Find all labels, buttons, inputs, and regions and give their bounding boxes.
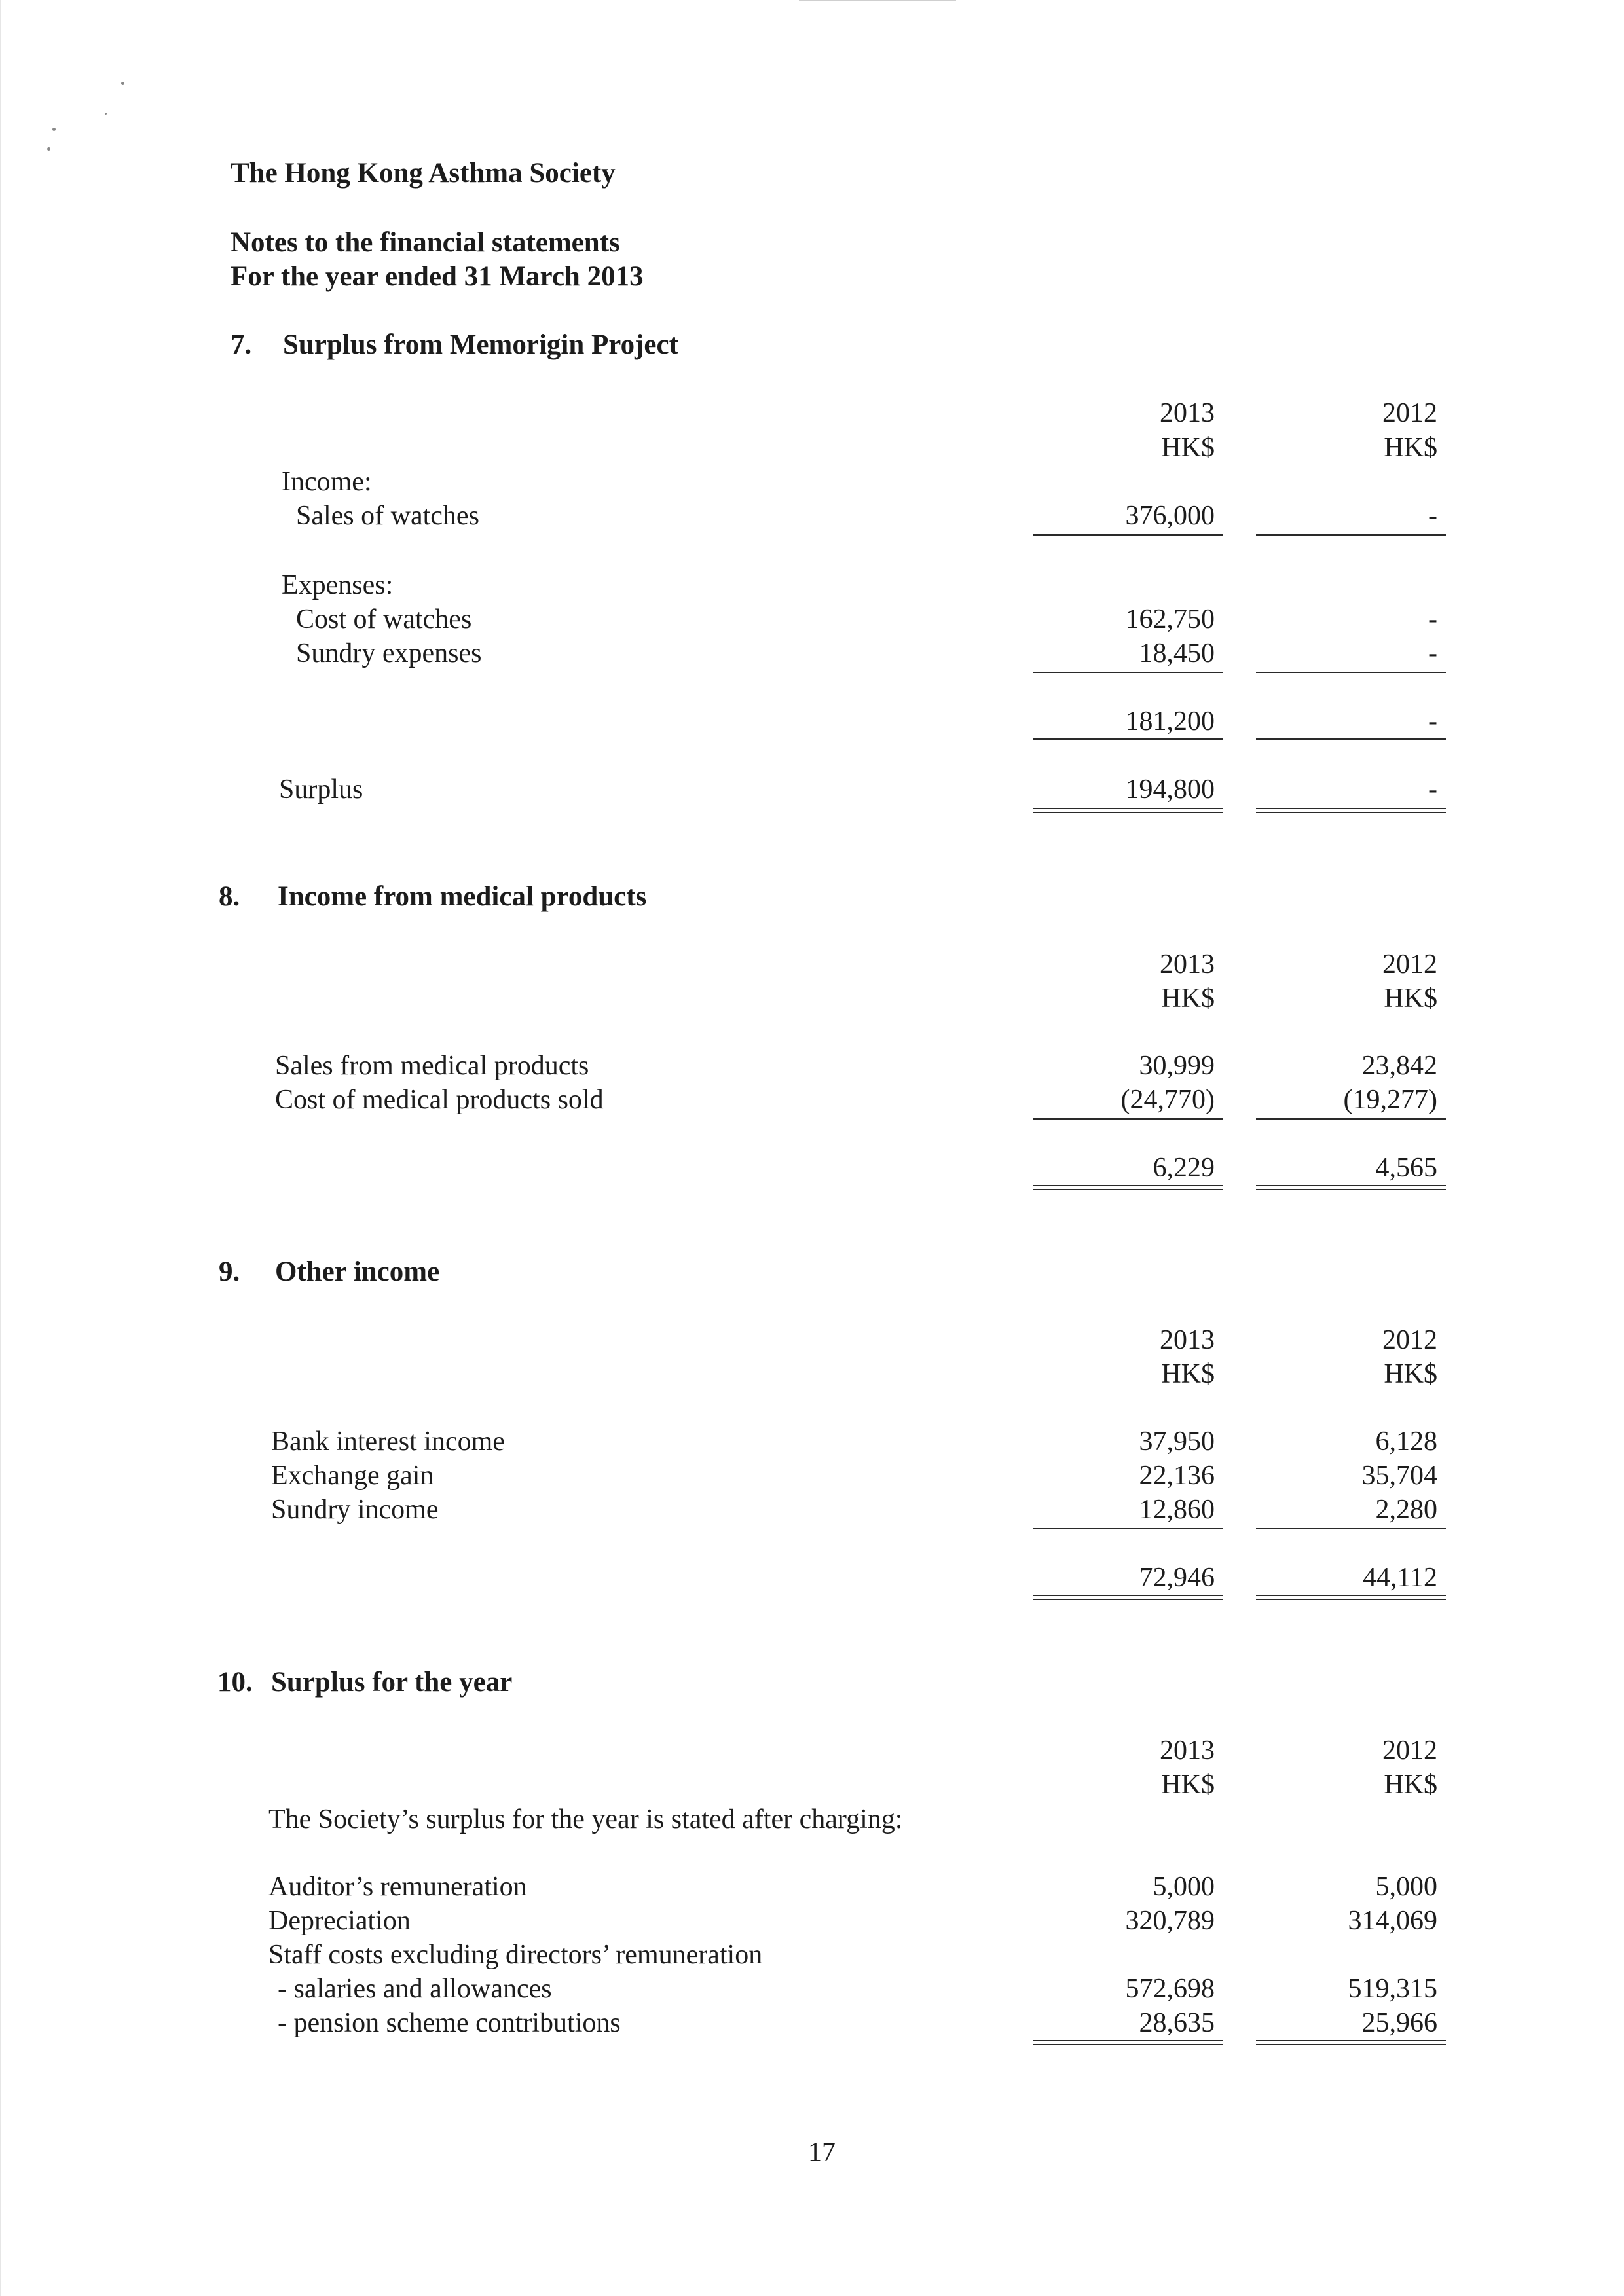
note7-total-expenses-2013: 181,200 bbox=[1125, 706, 1215, 737]
double-rule bbox=[1033, 812, 1223, 813]
note8-sales-label: Sales from medical products bbox=[275, 1051, 589, 1081]
note9-bank-label: Bank interest income bbox=[271, 1427, 505, 1457]
note8-total-2012: 4,565 bbox=[1375, 1153, 1437, 1183]
note7-cost-2013: 162,750 bbox=[1125, 604, 1215, 634]
double-rule bbox=[1256, 2040, 1446, 2041]
note7-sundry-label: Sundry expenses bbox=[296, 638, 482, 668]
note8-total-2013: 6,229 bbox=[1153, 1153, 1215, 1183]
note7-sales-2013: 376,000 bbox=[1125, 501, 1215, 531]
scan-edge-left bbox=[0, 0, 1, 2296]
notes-title: Notes to the financial statements bbox=[231, 227, 620, 258]
note9-year-prior: 2012 bbox=[1382, 1325, 1437, 1355]
double-rule bbox=[1033, 1189, 1223, 1190]
note10-auditor-2012: 5,000 bbox=[1375, 1872, 1437, 1902]
organization-name: The Hong Kong Asthma Society bbox=[231, 158, 616, 189]
note10-salaries-label: - salaries and allowances bbox=[278, 1974, 552, 2004]
note7-surplus-2013: 194,800 bbox=[1125, 774, 1215, 805]
note10-depreciation-label: Depreciation bbox=[268, 1906, 411, 1936]
note7-surplus-label: Surplus bbox=[279, 774, 363, 805]
note7-sales-2012: - bbox=[1428, 501, 1437, 531]
rule bbox=[1033, 1528, 1223, 1529]
note8-year-prior: 2012 bbox=[1382, 949, 1437, 979]
note10-salaries-2013: 572,698 bbox=[1125, 1974, 1215, 2004]
rule bbox=[1256, 672, 1446, 673]
note7-currency-prior: HK$ bbox=[1384, 433, 1437, 463]
double-rule bbox=[1256, 1189, 1446, 1190]
note7-year-prior: 2012 bbox=[1382, 398, 1437, 428]
note10-year-prior: 2012 bbox=[1382, 1736, 1437, 1766]
note7-income-label: Income: bbox=[282, 467, 372, 497]
rule bbox=[1033, 738, 1223, 740]
note10-currency-current: HK$ bbox=[1161, 1770, 1215, 1800]
note10-auditor-2013: 5,000 bbox=[1153, 1872, 1215, 1902]
double-rule bbox=[1033, 2044, 1223, 2045]
note8-year-current: 2013 bbox=[1160, 949, 1215, 979]
note7-sundry-2012: - bbox=[1428, 638, 1437, 668]
note8-cost-2013: (24,770) bbox=[1120, 1085, 1215, 1115]
note9-total-2013: 72,946 bbox=[1139, 1563, 1215, 1593]
double-rule bbox=[1256, 812, 1446, 813]
double-rule bbox=[1256, 808, 1446, 809]
rule bbox=[1033, 672, 1223, 673]
note9-sundry-2013: 12,860 bbox=[1139, 1495, 1215, 1525]
note7-year-current: 2013 bbox=[1160, 398, 1215, 428]
note10-depreciation-2013: 320,789 bbox=[1125, 1906, 1215, 1936]
note7-sales-label: Sales of watches bbox=[296, 501, 479, 531]
note7-currency-current: HK$ bbox=[1161, 433, 1215, 463]
scan-speck bbox=[105, 113, 107, 115]
note8-number: 8. bbox=[219, 881, 240, 912]
note8-cost-label: Cost of medical products sold bbox=[275, 1085, 604, 1115]
note10-auditor-label: Auditor’s remuneration bbox=[268, 1872, 527, 1902]
note10-intro: The Society’s surplus for the year is stated after charging: bbox=[268, 1804, 903, 1834]
double-rule bbox=[1256, 1185, 1446, 1186]
rule bbox=[1256, 738, 1446, 740]
note9-total-2012: 44,112 bbox=[1363, 1563, 1437, 1593]
note10-title: Surplus for the year bbox=[271, 1667, 513, 1698]
note7-cost-2012: - bbox=[1428, 604, 1437, 634]
note10-year-current: 2013 bbox=[1160, 1736, 1215, 1766]
rule bbox=[1256, 1528, 1446, 1529]
note7-cost-label: Cost of watches bbox=[296, 604, 472, 634]
note10-number: 10. bbox=[217, 1667, 253, 1698]
double-rule bbox=[1033, 1185, 1223, 1186]
note9-sundry-label: Sundry income bbox=[271, 1495, 439, 1525]
double-rule bbox=[1033, 1599, 1223, 1600]
note10-pension-label: - pension scheme contributions bbox=[278, 2008, 621, 2038]
note9-bank-2013: 37,950 bbox=[1139, 1427, 1215, 1457]
note9-currency-current: HK$ bbox=[1161, 1359, 1215, 1389]
note10-salaries-2012: 519,315 bbox=[1348, 1974, 1437, 2004]
double-rule bbox=[1033, 808, 1223, 809]
note9-number: 9. bbox=[219, 1256, 240, 1287]
note9-fx-2013: 22,136 bbox=[1139, 1461, 1215, 1491]
double-rule bbox=[1256, 1599, 1446, 1600]
note9-sundry-2012: 2,280 bbox=[1375, 1495, 1437, 1525]
note10-currency-prior: HK$ bbox=[1384, 1770, 1437, 1800]
note8-title: Income from medical products bbox=[278, 881, 647, 912]
note8-cost-2012: (19,277) bbox=[1343, 1085, 1437, 1115]
note8-sales-2013: 30,999 bbox=[1139, 1051, 1215, 1081]
note9-year-current: 2013 bbox=[1160, 1325, 1215, 1355]
note10-pension-2013: 28,635 bbox=[1139, 2008, 1215, 2038]
scan-speck bbox=[121, 82, 124, 85]
note7-expenses-label: Expenses: bbox=[282, 570, 394, 600]
note9-fx-2012: 35,704 bbox=[1361, 1461, 1437, 1491]
note9-fx-label: Exchange gain bbox=[271, 1461, 434, 1491]
note9-title: Other income bbox=[275, 1256, 440, 1287]
note7-number: 7. bbox=[231, 329, 252, 360]
page-number: 17 bbox=[808, 2138, 836, 2168]
rule bbox=[1256, 1118, 1446, 1120]
period-heading: For the year ended 31 March 2013 bbox=[231, 261, 644, 292]
double-rule bbox=[1256, 2044, 1446, 2045]
scan-speck bbox=[47, 147, 50, 151]
double-rule bbox=[1256, 1595, 1446, 1596]
note7-sundry-2013: 18,450 bbox=[1139, 638, 1215, 668]
scan-edge-top bbox=[799, 0, 956, 1]
note10-staff-label: Staff costs excluding directors’ remuneration bbox=[268, 1940, 763, 1970]
note9-bank-2012: 6,128 bbox=[1375, 1427, 1437, 1457]
note7-surplus-2012: - bbox=[1428, 774, 1437, 805]
note10-depreciation-2012: 314,069 bbox=[1348, 1906, 1437, 1936]
scan-speck bbox=[52, 128, 56, 131]
note8-sales-2012: 23,842 bbox=[1361, 1051, 1437, 1081]
note8-currency-prior: HK$ bbox=[1384, 983, 1437, 1013]
note8-currency-current: HK$ bbox=[1161, 983, 1215, 1013]
rule bbox=[1033, 1118, 1223, 1120]
rule bbox=[1033, 534, 1223, 536]
note10-pension-2012: 25,966 bbox=[1361, 2008, 1437, 2038]
note7-total-expenses-2012: - bbox=[1428, 706, 1437, 737]
double-rule bbox=[1033, 2040, 1223, 2041]
note7-title: Surplus from Memorigin Project bbox=[283, 329, 678, 360]
double-rule bbox=[1033, 1595, 1223, 1596]
note9-currency-prior: HK$ bbox=[1384, 1359, 1437, 1389]
rule bbox=[1256, 534, 1446, 536]
